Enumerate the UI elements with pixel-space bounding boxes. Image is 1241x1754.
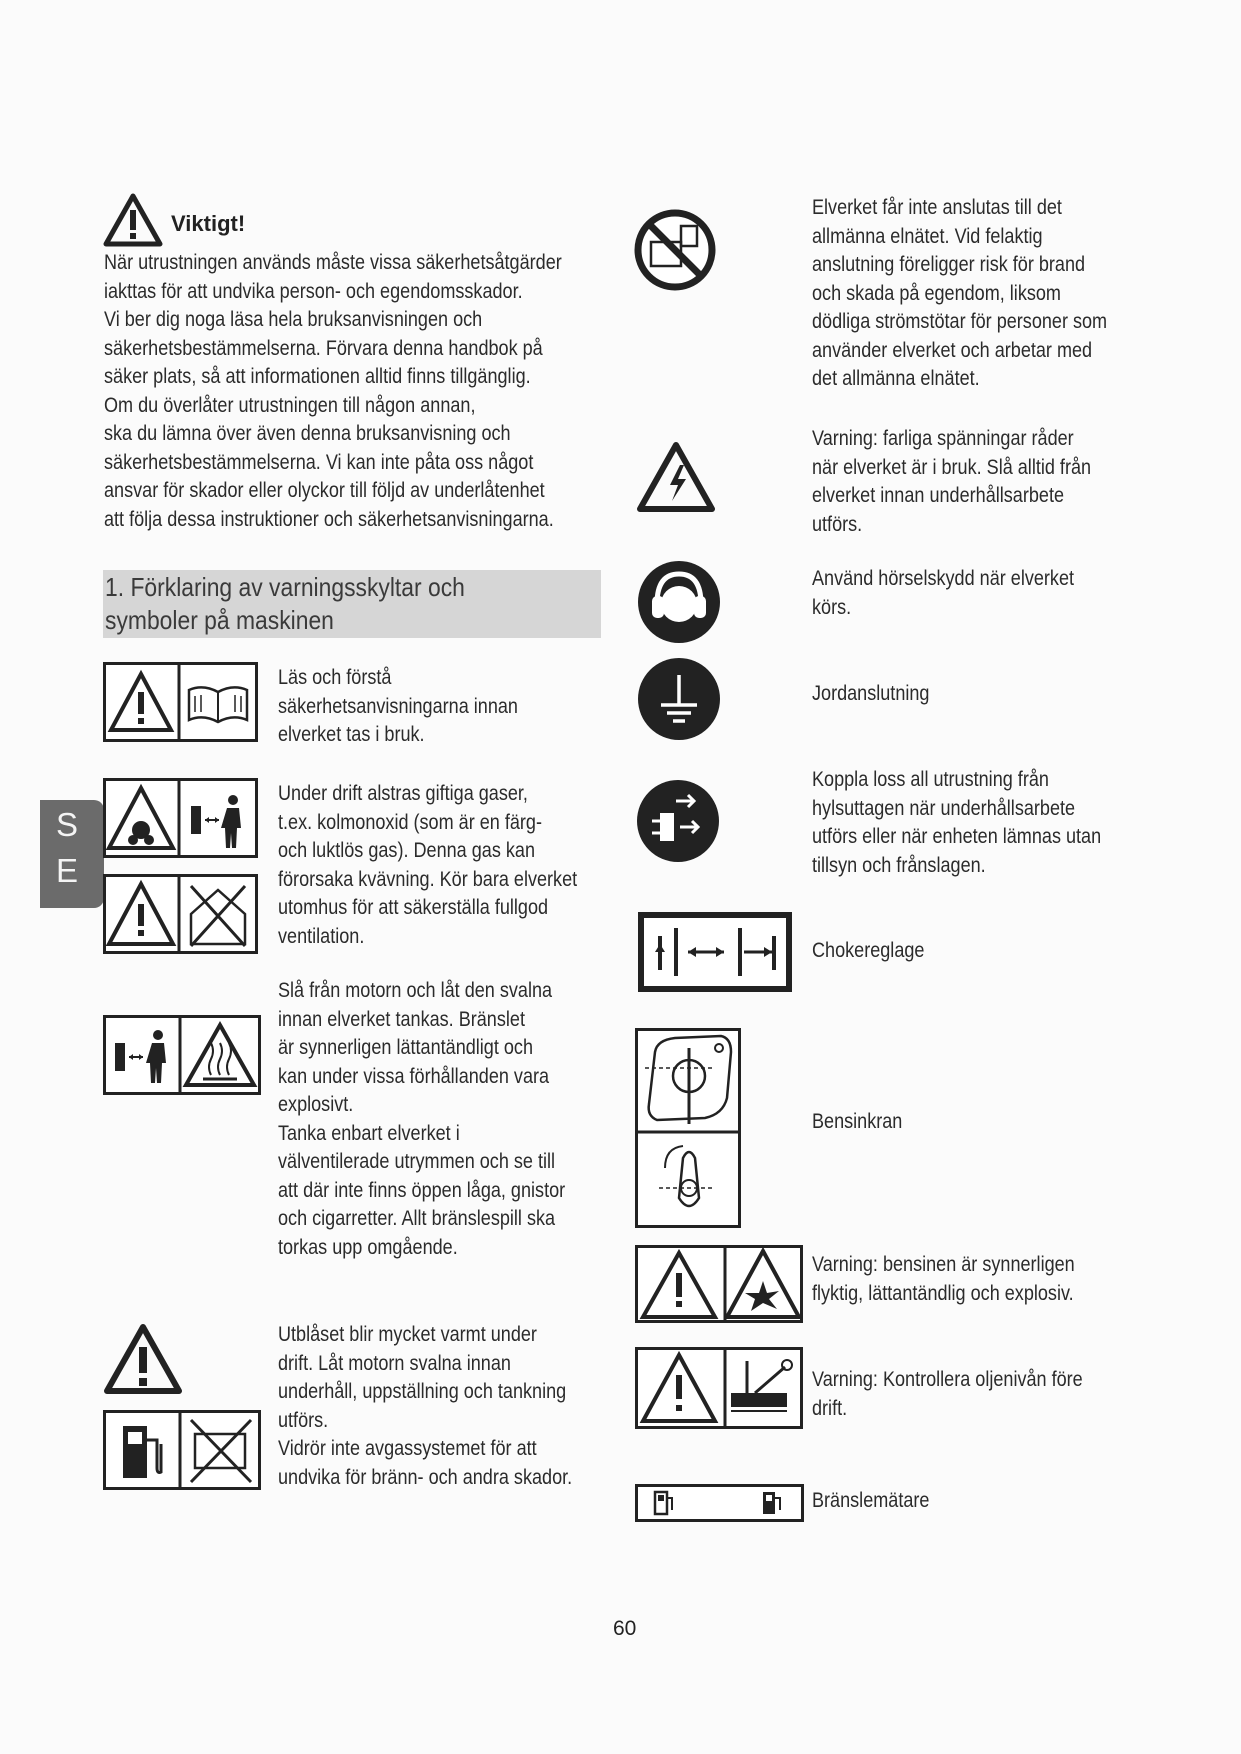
flammable-explosive-text: Varning: bensinen är synnerligen flyktig, lättantändlig och explosiv. — [812, 1253, 1075, 1305]
language-tab-letter: E — [56, 852, 79, 889]
hot-exhaust-text: Utblåset blir mycket varmt under drift. Låt motorn svalna innan underhåll, uppställning och tankning utförs. Vidrör inte avgassystemet för att undvika för bränn- och andra skador. — [278, 1323, 573, 1489]
warning-triangle-icon — [103, 1323, 183, 1395]
check-oil-level-sign — [635, 1347, 803, 1429]
choke-icon — [638, 912, 792, 992]
fuel-valve-icon — [635, 1028, 741, 1228]
high-voltage-icon — [636, 441, 716, 513]
engine-off-hot-sign — [103, 1015, 261, 1095]
high-voltage-text: Varning: farliga spänningar råder när elverket är i bruk. Slå alltid från elverket innan underhållsarbete utförs. — [812, 427, 1092, 536]
flammable-explosive-sign — [635, 1245, 803, 1323]
choke-text: Chokereglage — [812, 939, 925, 962]
important-heading: Viktigt! — [171, 211, 246, 236]
no-indoor-use-sign — [103, 874, 258, 954]
read-manual-text: Läs och förstå säkerhetsanvisningarna innan elverket tas i bruk. — [278, 666, 518, 746]
section-title: 1. Förklaring av varningsskyltar och symboler på maskinen — [105, 572, 465, 635]
no-refuel-while-hot-sign — [103, 1410, 261, 1490]
toxic-gas-text: Under drift alstras giftiga gaser, t.ex. kolmonoxid (som är en färg- och luktlös gas). Denna gas kan förorsaka kvävning. Kör bara elverket utomhus för att säkerställa fullgod ventilation. — [278, 782, 578, 948]
no-grid-connection-icon — [633, 208, 717, 292]
fuel-valve-text: Bensinkran — [812, 1110, 903, 1133]
intro-paragraph: När utrustningen används måste vissa säkerhetsåtgärder iakttas för att undvika person- och egendomsskador. Vi ber dig noga läsa hela bruksanvisningen och säkerhetsbestämmelserna. Förvara denna handbok på säker plats, så att informationen alltid finns tillgänglig. Om du överlåter utrustningen till någon annan, ska du lämna över även denna bruksanvisning och säkerhetsbestämmelserna. Vi kan inte påta oss något ansvar för skador eller olyckor till följd av underlåtenhet att följa dessa instruktioner och säkerhetsanvisningarna. — [104, 251, 562, 531]
disconnect-equipment-text: Koppla loss all utrustning från hylsuttagen när underhållsarbete utförs eller när enheten lämnas utan tillsyn och frånslagen. — [812, 768, 1102, 877]
page-number: 60 — [613, 1617, 637, 1640]
warning-triangle-icon — [103, 193, 163, 247]
ground-connection-icon — [637, 657, 721, 741]
ground-connection-text: Jordanslutning — [812, 682, 930, 705]
no-grid-connection-text: Elverket får inte anslutas till det allmänna elnätet. Vid felaktig anslutning föreligger risk för brand och skada på egendom, liksom dödliga strömstötar för personer som använder elverket och arbetar med det allmänna elnätet. — [812, 196, 1108, 390]
fuel-gauge-icon — [635, 1484, 804, 1522]
warning-read-manual-sign — [103, 662, 258, 742]
hearing-protection-text: Använd hörselskydd när elverket körs. — [812, 567, 1075, 619]
refuel-text: Slå från motorn och låt den svalna innan elverket tankas. Bränslet är synnerligen lättantändligt och kan under vissa förhållanden vara explosivt. Tanka enbart elverket i välventilerade utrymmen och se till att där inte finns öppen låga, gnistor och cigarretter. Allt bränslespill ska torkas upp omgående. — [278, 979, 566, 1259]
disconnect-equipment-icon — [636, 779, 720, 863]
fuel-gauge-text: Bränslemätare — [812, 1489, 930, 1512]
language-tab-letter: S — [56, 806, 79, 843]
toxic-gas-sign — [103, 778, 258, 858]
hearing-protection-icon — [637, 560, 721, 644]
check-oil-level-text: Varning: Kontrollera oljenivån före drift. — [812, 1368, 1083, 1420]
